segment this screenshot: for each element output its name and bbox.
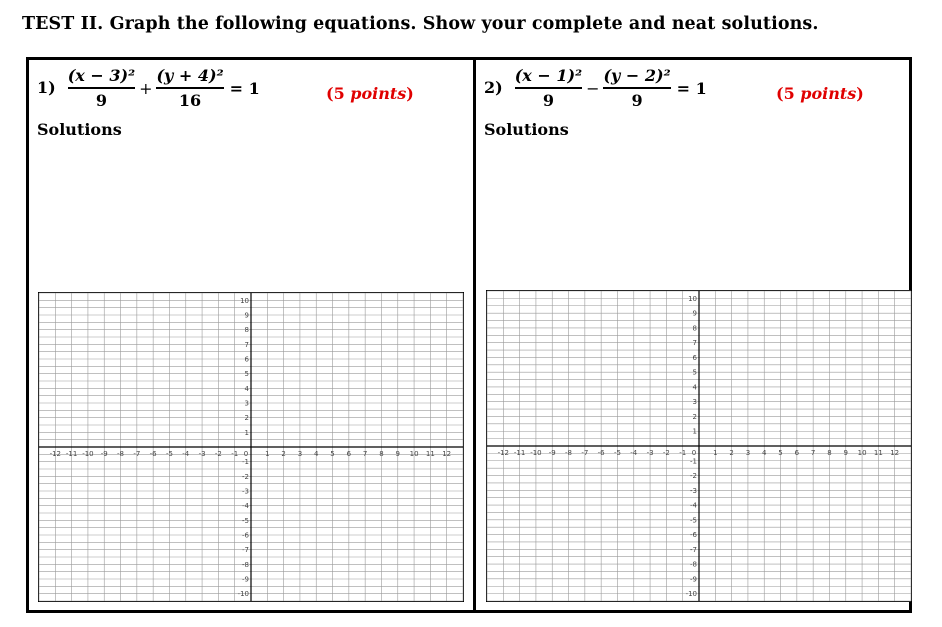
x-tick-label: 11 <box>425 450 435 458</box>
problem-1-term2-numerator: (y + 4)² <box>156 66 224 85</box>
x-tick-label: -12 <box>49 450 62 458</box>
y-tick-label: -2 <box>690 472 697 481</box>
problem-1-fraction-2 <box>154 66 225 110</box>
y-tick-label: 3 <box>692 398 697 407</box>
x-tick-label: 6 <box>794 449 800 457</box>
x-tick-label: 6 <box>346 450 352 458</box>
y-tick-label: -7 <box>690 545 697 554</box>
problem-1-operator: + <box>139 79 153 99</box>
x-tick-label: 8 <box>827 449 832 457</box>
problem-1-term2-denominator: 16 <box>178 90 202 110</box>
x-tick-label: -9 <box>548 449 556 457</box>
x-tick-label: 0 <box>243 450 249 458</box>
y-tick-label: 10 <box>688 294 697 303</box>
y-tick-label: 2 <box>244 414 249 423</box>
x-tick-label: 4 <box>761 449 767 457</box>
problem-1-fraction-1 <box>66 66 137 110</box>
y-tick-label: -2 <box>242 472 249 481</box>
x-tick-label: 3 <box>297 450 303 458</box>
points-close: ) <box>406 84 414 103</box>
problem-1-rhs: = 1 <box>229 79 260 99</box>
x-tick-label: -8 <box>117 450 125 458</box>
problem-2-term2-numerator: (y − 2)² <box>603 66 671 85</box>
x-tick-label: -10 <box>530 449 542 457</box>
problem-2-term2-denominator: 9 <box>631 90 643 110</box>
y-tick-label: 6 <box>244 355 249 364</box>
x-tick-label: -6 <box>597 449 605 457</box>
x-tick-label: -10 <box>82 450 94 458</box>
y-tick-label: -7 <box>242 546 249 555</box>
y-tick-label: -3 <box>690 486 697 495</box>
x-tick-label: -8 <box>565 449 573 457</box>
y-tick-label: 5 <box>244 370 249 379</box>
x-tick-label: 5 <box>330 450 335 458</box>
y-tick-label: -6 <box>690 531 697 540</box>
y-tick-label: -8 <box>690 560 697 569</box>
y-tick-label: -1 <box>690 457 697 466</box>
x-tick-label: -7 <box>581 449 589 457</box>
x-tick-label: 5 <box>778 449 783 457</box>
y-tick-label: 9 <box>692 309 697 318</box>
y-tick-label: -5 <box>242 516 249 525</box>
y-tick-label: 4 <box>244 384 249 393</box>
x-tick-label: -1 <box>679 449 687 457</box>
x-tick-label: 10 <box>857 449 867 457</box>
y-tick-label: -9 <box>690 575 697 584</box>
x-tick-label: 7 <box>362 450 368 458</box>
problem-2-term1-denominator: 9 <box>542 90 554 110</box>
x-tick-label: -2 <box>662 449 670 457</box>
problem-1-panel <box>29 60 473 610</box>
x-tick-label: -2 <box>214 450 222 458</box>
problem-2-coordinate-grid[interactable] <box>486 290 912 602</box>
problem-2-solutions-label: Solutions <box>484 120 569 139</box>
test-title: TEST II. Graph the following equations. Show your complete and neat solutions. <box>22 14 819 34</box>
y-tick-label: 10 <box>240 296 249 305</box>
x-tick-label: 3 <box>745 449 751 457</box>
problem-2-operator: − <box>586 79 600 99</box>
x-tick-label: 1 <box>265 450 270 458</box>
problem-1-equation <box>37 66 260 110</box>
x-tick-label: -11 <box>513 449 526 457</box>
problem-2-equation <box>484 66 707 110</box>
x-tick-label: 7 <box>810 449 816 457</box>
y-tick-label: -5 <box>690 516 697 525</box>
y-tick-label: 5 <box>692 368 697 377</box>
problem-1-solutions-label: Solutions <box>37 120 122 139</box>
x-tick-label: 2 <box>281 450 286 458</box>
points-open: (5 <box>326 84 351 103</box>
y-tick-label: 8 <box>692 324 697 333</box>
problem-2-rhs: = 1 <box>676 79 707 99</box>
points-close: ) <box>856 84 864 103</box>
y-tick-label: 2 <box>692 412 697 421</box>
problem-2-term1-numerator: (x − 1)² <box>514 66 583 85</box>
y-tick-label: 6 <box>692 353 697 362</box>
problem-2-number: 2) <box>484 78 503 98</box>
x-tick-label: 10 <box>409 450 419 458</box>
y-tick-label: 9 <box>244 311 249 320</box>
y-tick-label: 4 <box>692 383 697 392</box>
problem-2-points <box>776 84 864 103</box>
x-tick-label: 8 <box>379 450 384 458</box>
y-tick-label: 1 <box>692 427 697 436</box>
problem-2-fraction-2 <box>601 66 672 110</box>
x-tick-label: 12 <box>890 449 900 457</box>
points-open: (5 <box>776 84 801 103</box>
points-word: points <box>800 84 857 103</box>
x-tick-label: -12 <box>497 449 510 457</box>
y-tick-label: -4 <box>690 501 697 510</box>
y-tick-label: 3 <box>244 399 249 408</box>
x-tick-label: -3 <box>646 449 654 457</box>
x-tick-label: -4 <box>630 449 638 457</box>
y-tick-label: -3 <box>242 487 249 496</box>
y-tick-label: -9 <box>242 575 249 584</box>
x-tick-label: -6 <box>149 450 157 458</box>
y-tick-label: 8 <box>244 326 249 335</box>
x-tick-label: -3 <box>198 450 206 458</box>
problem-1-term1-denominator: 9 <box>95 90 107 110</box>
x-tick-label: 2 <box>729 449 734 457</box>
problem-1-term1-numerator: (x − 3)² <box>67 66 136 85</box>
y-tick-label: -8 <box>242 560 249 569</box>
x-tick-label: -5 <box>165 450 173 458</box>
x-tick-label: 12 <box>442 450 452 458</box>
x-tick-label: 1 <box>713 449 718 457</box>
problem-2-fraction-1 <box>513 66 584 110</box>
x-tick-label: 4 <box>313 450 319 458</box>
y-tick-label: -10 <box>685 590 697 599</box>
problem-1-points <box>326 84 414 103</box>
problem-1-coordinate-grid[interactable] <box>38 292 464 602</box>
x-tick-label: -1 <box>231 450 239 458</box>
y-tick-label: 7 <box>692 339 697 348</box>
y-tick-label: -6 <box>242 531 249 540</box>
y-tick-label: -10 <box>237 590 249 599</box>
y-tick-label: 7 <box>244 340 249 349</box>
problem-1-number: 1) <box>37 78 56 98</box>
y-tick-label: -1 <box>242 458 249 467</box>
x-tick-label: -4 <box>182 450 190 458</box>
x-tick-label: 0 <box>691 449 697 457</box>
x-tick-label: 9 <box>395 450 401 458</box>
x-tick-label: 9 <box>843 449 849 457</box>
points-word: points <box>350 84 407 103</box>
x-tick-label: -7 <box>133 450 141 458</box>
x-tick-label: -9 <box>100 450 108 458</box>
x-tick-label: 11 <box>873 449 883 457</box>
y-tick-label: -4 <box>242 502 249 511</box>
y-tick-label: 1 <box>244 428 249 437</box>
x-tick-label: -11 <box>65 450 78 458</box>
problem-2-panel <box>476 60 909 610</box>
x-tick-label: -5 <box>613 449 621 457</box>
